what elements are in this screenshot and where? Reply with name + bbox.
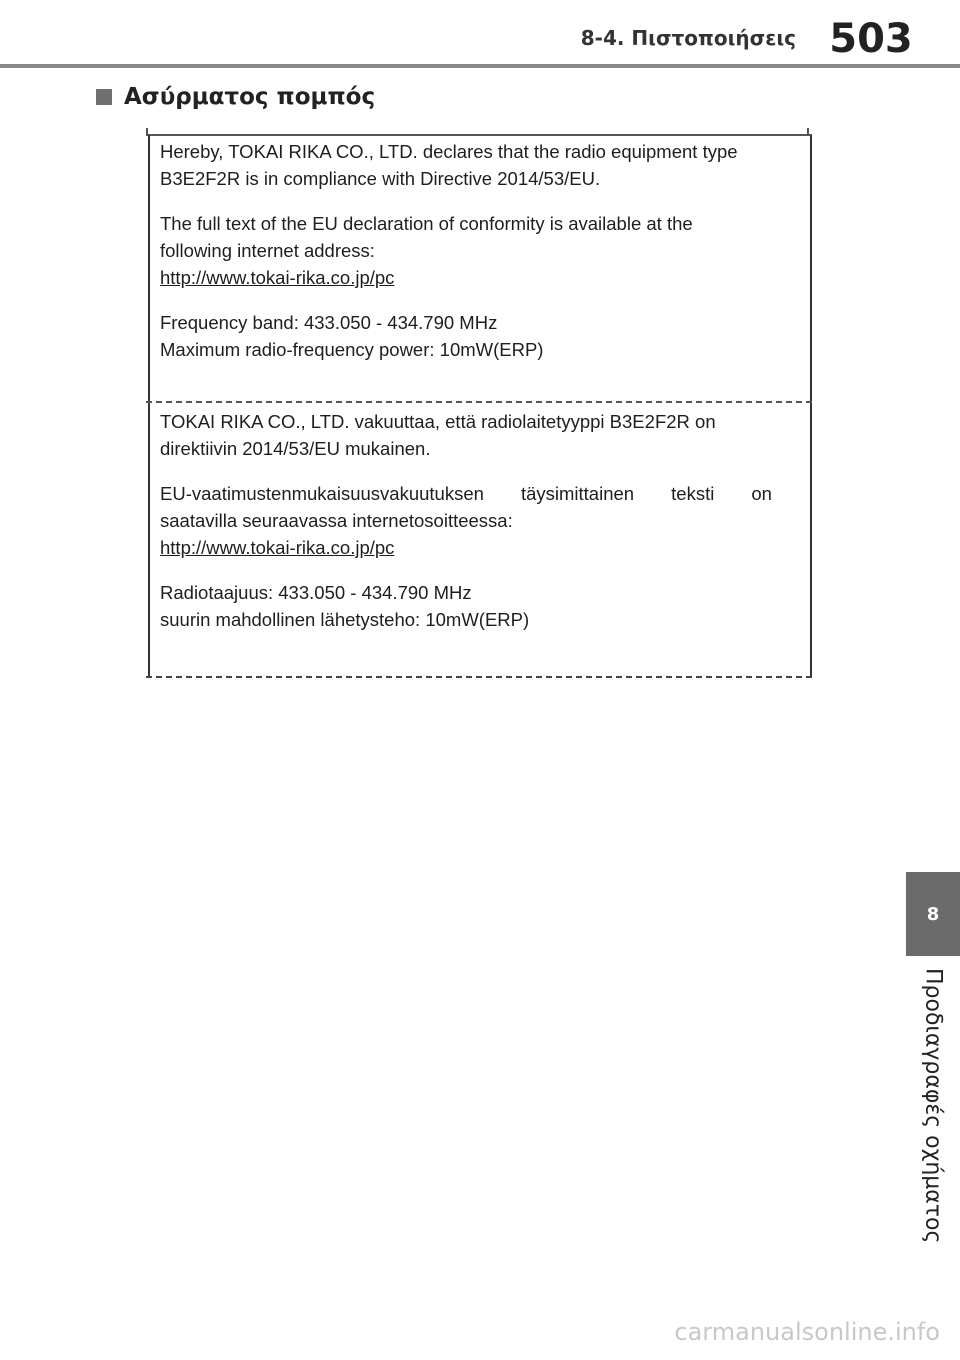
finnish-word: teksti — [671, 483, 715, 504]
certificate-finnish-section — [160, 408, 800, 633]
english-frequency-band: Frequency band: 433.050 - 434.790 MHz — [160, 312, 498, 333]
side-tab-chapter-label: Προδιαγραφές οχήματος — [920, 968, 946, 1244]
finnish-conformity-line-1 — [160, 480, 772, 507]
spacer — [160, 561, 800, 579]
finnish-word: täysimittainen — [520, 483, 635, 504]
english-conformity-line-2: following internet address: — [160, 240, 375, 261]
english-conformity-line-1: The full text of the EU declaration of conformity is available at the — [160, 213, 693, 234]
finnish-declaration-line-2: direktiivin 2014/53/EU mukainen. — [160, 438, 431, 459]
watermark: carmanualsonline.info — [674, 1318, 940, 1346]
side-tab-label-container — [906, 960, 960, 1244]
header-rule — [0, 64, 960, 68]
finnish-word: EU-vaatimustenmukaisuusvakuutuksen — [160, 483, 484, 504]
finnish-word: on — [751, 483, 772, 504]
spacer — [160, 192, 800, 210]
finnish-max-power: suurin mahdollinen lähetysteho: 10mW(ERP) — [160, 609, 530, 630]
finnish-declaration-line-1: TOKAI RIKA CO., LTD. vakuuttaa, että radiolaitetyyppi B3E2F2R on — [160, 411, 716, 432]
english-conformity-link[interactable]: http://www.tokai-rika.co.jp/pc — [160, 267, 395, 288]
finnish-frequency-band: Radiotaajuus: 433.050 - 434.790 MHz — [160, 582, 472, 603]
square-bullet-icon — [96, 89, 112, 105]
section-heading — [96, 80, 375, 114]
certificate-bottom-border — [146, 676, 812, 678]
spacer — [160, 291, 800, 309]
finnish-conformity-link[interactable]: http://www.tokai-rika.co.jp/pc — [160, 537, 395, 558]
header-section-title: 8-4. Πιστοποιήσεις — [580, 26, 796, 50]
page-number: 503 — [829, 16, 913, 62]
english-declaration-line-1: Hereby, TOKAI RIKA CO., LTD. declares that the radio equipment type — [160, 141, 738, 162]
certificate-english-section — [160, 138, 800, 363]
spacer — [160, 462, 800, 480]
english-max-power: Maximum radio-frequency power: 10mW(ERP) — [160, 339, 544, 360]
english-declaration-line-2: B3E2F2R is in compliance with Directive 2014/53/EU. — [160, 168, 601, 189]
certificate-divider — [146, 401, 812, 403]
side-tab-chapter-number[interactable]: 8 — [906, 872, 960, 956]
section-title: Ασύρματος πομπός — [124, 84, 376, 110]
finnish-conformity-line-2: saatavilla seuraavassa internetosoitteessa: — [160, 510, 513, 531]
